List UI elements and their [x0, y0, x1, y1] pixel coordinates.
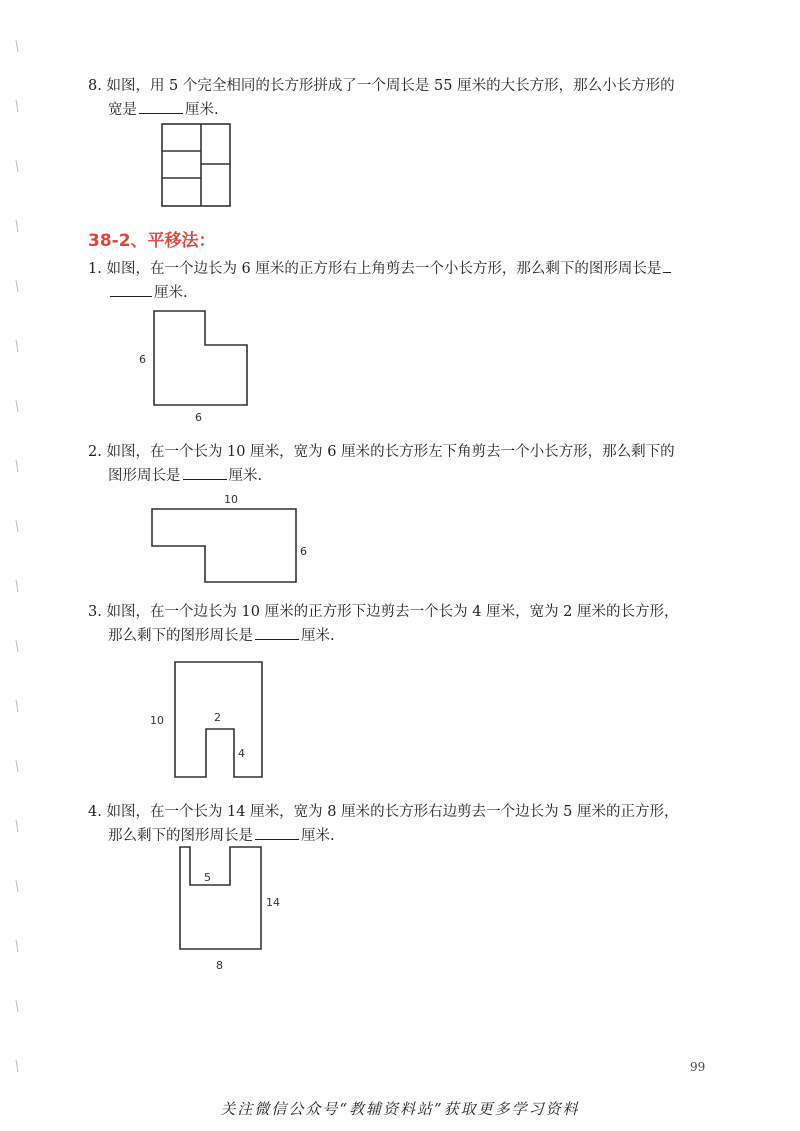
problem-number: 1.: [88, 261, 102, 277]
top-label: 10: [224, 493, 238, 506]
problem-line: 宽是: [108, 102, 137, 118]
problem-line: 如图，在一个长为 14 厘米，宽为 8 厘米的长方形右边剪去一个边长为 5 厘米的正方形，: [106, 804, 679, 820]
notch-height-label: 4: [238, 747, 245, 760]
problem-line: 厘米.: [228, 468, 263, 484]
notched-rectangle-shape: [180, 847, 261, 949]
notch-label: 5: [204, 871, 211, 884]
section-title: 38-2、平移法：: [88, 231, 216, 251]
problem-line: 厘米.: [154, 285, 188, 301]
problem-number: 2.: [88, 444, 102, 460]
side-label: 6: [300, 545, 307, 558]
problem-number: 4.: [88, 804, 102, 820]
notch-width-label: 2: [214, 711, 221, 724]
problem-line: 图形周长是: [108, 468, 181, 484]
footer-note: 关注微信公众号“教辅资料站”获取更多学习资料: [220, 1100, 580, 1118]
problem-line: 如图，在一个长为 10 厘米，宽为 6 厘米的长方形左下角剪去一个小长方形，那么剩下的: [106, 444, 675, 460]
problem-line: 如图，在一个边长为 6 厘米的正方形右上角剪去一个小长方形，那么剩下的图形周长是: [106, 261, 662, 277]
problem-line: 厘米.: [185, 102, 219, 118]
problem-line: 厘米.: [301, 828, 335, 844]
problem-number: 8.: [88, 78, 102, 94]
bottom-label: 8: [216, 959, 223, 972]
problem-line: 那么剩下的图形周长是: [108, 628, 253, 644]
side-label: 6: [139, 353, 146, 366]
side-label: 14: [266, 896, 280, 909]
problem-line: 如图，在一个边长为 10 厘米的正方形下边剪去一个长为 4 厘米，宽为 2 厘米的长方形，: [106, 604, 679, 620]
page-number: 99: [690, 1060, 706, 1074]
problem-line: 厘米.: [301, 628, 335, 644]
bottom-label: 6: [195, 411, 202, 424]
side-label: 10: [150, 714, 164, 727]
problem-number: 3.: [88, 604, 102, 620]
problem-line: 如图，用 5 个完全相同的长方形拼成了一个周长是 55 厘米的大长方形，那么小长方形的: [106, 78, 675, 94]
problem-line: 那么剩下的图形周长是: [108, 828, 253, 844]
